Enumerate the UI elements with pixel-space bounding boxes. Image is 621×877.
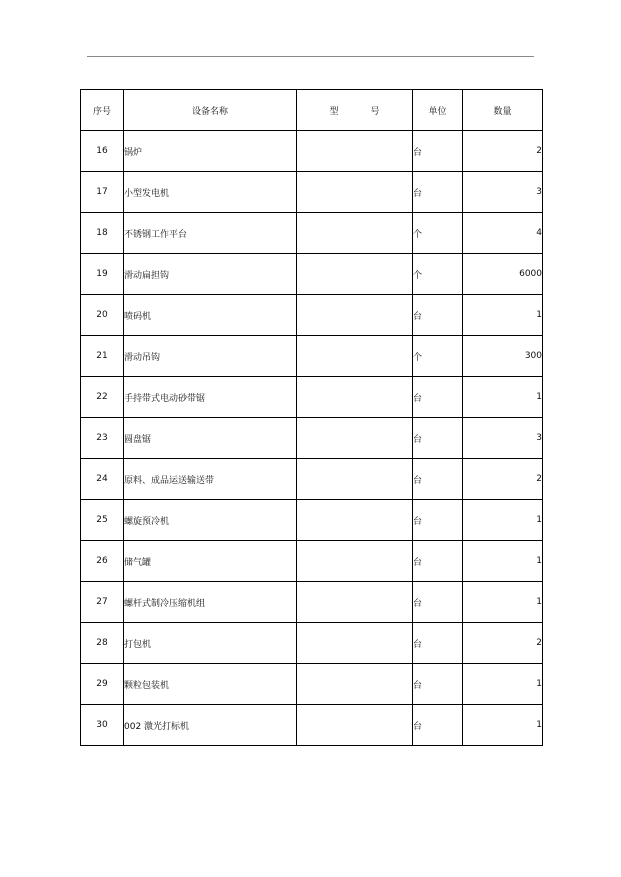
cell-model xyxy=(297,418,413,459)
cell-no: 17 xyxy=(81,172,124,213)
cell-unit: 台 xyxy=(413,418,463,459)
header-no: 序号 xyxy=(81,90,124,131)
table-row xyxy=(81,336,543,377)
cell-no: 19 xyxy=(81,254,124,295)
cell-quantity: 1 xyxy=(463,541,543,582)
header-name: 设备名称 xyxy=(124,90,297,131)
cell-unit: 台 xyxy=(413,459,463,500)
header-unit: 单位 xyxy=(413,90,463,131)
cell-model xyxy=(297,582,413,623)
table-row xyxy=(81,172,543,213)
cell-quantity: 1 xyxy=(463,377,543,418)
cell-unit: 台 xyxy=(413,500,463,541)
cell-quantity: 1 xyxy=(463,664,543,705)
cell-no: 25 xyxy=(81,500,124,541)
cell-equipment-name: 圆盘锯 xyxy=(124,418,297,459)
cell-equipment-name: 喷码机 xyxy=(124,295,297,336)
table-row xyxy=(81,623,543,664)
table-row xyxy=(81,377,543,418)
header-rule xyxy=(87,56,534,57)
cell-quantity: 3 xyxy=(463,418,543,459)
cell-unit: 台 xyxy=(413,582,463,623)
cell-no: 26 xyxy=(81,541,124,582)
cell-unit: 台 xyxy=(413,131,463,172)
cell-model xyxy=(297,459,413,500)
cell-equipment-name: 颗粒包装机 xyxy=(124,664,297,705)
cell-unit: 个 xyxy=(413,254,463,295)
cell-quantity: 300 xyxy=(463,336,543,377)
cell-unit: 个 xyxy=(413,336,463,377)
cell-model xyxy=(297,664,413,705)
table-row xyxy=(81,254,543,295)
cell-no: 27 xyxy=(81,582,124,623)
cell-unit: 个 xyxy=(413,213,463,254)
cell-quantity: 2 xyxy=(463,131,543,172)
cell-unit: 台 xyxy=(413,664,463,705)
cell-model xyxy=(297,377,413,418)
table-row xyxy=(81,500,543,541)
cell-equipment-name: 原料、成品运送输送带 xyxy=(124,459,297,500)
cell-model xyxy=(297,623,413,664)
cell-equipment-name: 002 激光打标机 xyxy=(124,705,297,746)
cell-no: 23 xyxy=(81,418,124,459)
cell-equipment-name: 滑动扁担钩 xyxy=(124,254,297,295)
cell-model xyxy=(297,254,413,295)
table-row xyxy=(81,295,543,336)
cell-model xyxy=(297,500,413,541)
cell-unit: 台 xyxy=(413,623,463,664)
table-row xyxy=(81,582,543,623)
header-model-right: 号 xyxy=(370,106,380,117)
cell-quantity: 3 xyxy=(463,172,543,213)
table-row xyxy=(81,213,543,254)
cell-no: 20 xyxy=(81,295,124,336)
table-row xyxy=(81,541,543,582)
cell-equipment-name: 螺杆式制冷压缩机组 xyxy=(124,582,297,623)
table-row xyxy=(81,459,543,500)
cell-equipment-name: 小型发电机 xyxy=(124,172,297,213)
cell-equipment-name: 锅炉 xyxy=(124,131,297,172)
cell-quantity: 6000 xyxy=(463,254,543,295)
cell-no: 24 xyxy=(81,459,124,500)
table-header-row xyxy=(81,90,543,131)
cell-no: 21 xyxy=(81,336,124,377)
table-row xyxy=(81,131,543,172)
cell-quantity: 1 xyxy=(463,705,543,746)
cell-model xyxy=(297,336,413,377)
cell-equipment-name: 打包机 xyxy=(124,623,297,664)
cell-model xyxy=(297,131,413,172)
cell-model xyxy=(297,705,413,746)
cell-quantity: 1 xyxy=(463,295,543,336)
cell-equipment-name: 滑动吊钩 xyxy=(124,336,297,377)
cell-no: 29 xyxy=(81,664,124,705)
cell-model xyxy=(297,295,413,336)
header-qty: 数量 xyxy=(463,90,543,131)
cell-unit: 台 xyxy=(413,705,463,746)
cell-model xyxy=(297,541,413,582)
cell-no: 28 xyxy=(81,623,124,664)
cell-no: 22 xyxy=(81,377,124,418)
cell-equipment-name: 手持带式电动砂带锯 xyxy=(124,377,297,418)
cell-no: 16 xyxy=(81,131,124,172)
cell-model xyxy=(297,172,413,213)
equipment-table xyxy=(80,89,543,746)
table-body xyxy=(81,131,543,746)
cell-unit: 台 xyxy=(413,172,463,213)
header-model-left: 型 xyxy=(329,106,339,117)
cell-quantity: 2 xyxy=(463,623,543,664)
cell-quantity: 2 xyxy=(463,459,543,500)
cell-unit: 台 xyxy=(413,295,463,336)
cell-quantity: 4 xyxy=(463,213,543,254)
cell-quantity: 1 xyxy=(463,582,543,623)
cell-unit: 台 xyxy=(413,377,463,418)
header-model xyxy=(297,90,413,131)
cell-model xyxy=(297,213,413,254)
table-row xyxy=(81,664,543,705)
cell-equipment-name: 螺旋预冷机 xyxy=(124,500,297,541)
table-row xyxy=(81,705,543,746)
table-row xyxy=(81,418,543,459)
cell-no: 30 xyxy=(81,705,124,746)
cell-quantity: 1 xyxy=(463,500,543,541)
cell-no: 18 xyxy=(81,213,124,254)
cell-equipment-name: 储气罐 xyxy=(124,541,297,582)
cell-equipment-name: 不锈钢工作平台 xyxy=(124,213,297,254)
cell-unit: 台 xyxy=(413,541,463,582)
